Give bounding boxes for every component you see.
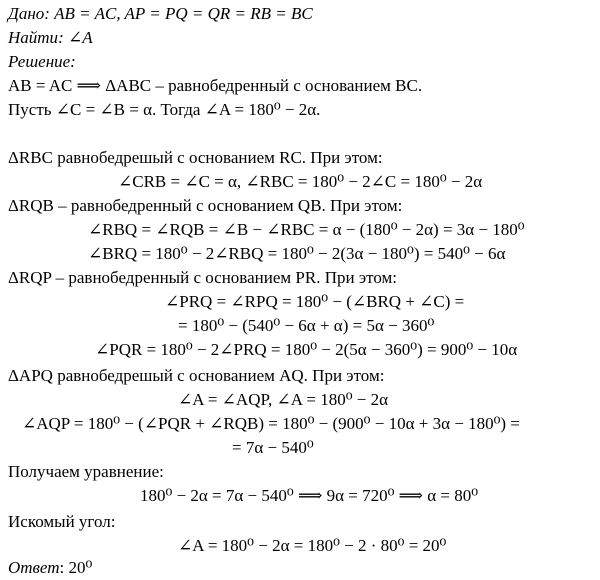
given-line — [8, 4, 313, 24]
line-rqb-heading: ΔRQB – равнобедренный с основанием QB. При этом: — [8, 196, 403, 215]
given-text: : AB = AC, AP = PQ = QR = RB = BC — [44, 4, 313, 23]
find-label: Найти — [8, 28, 59, 47]
answer-text: : 20⁰ — [59, 558, 93, 577]
line-apq-angles-2: ∠AQP = 180⁰ − (∠PQR + ∠RQB) = 180⁰ − (900⁰ − 10α + 3α − 180⁰) = — [22, 414, 520, 433]
line-apq-heading: ΔAPQ равнобедрешый с основанием AQ. При этом: — [8, 366, 385, 385]
line-equation: 180⁰ − 2α = 7α − 540⁰ ⟹ 9α = 720⁰ ⟹ α = 80⁰ — [140, 486, 479, 505]
line-rbc-angles: ∠CRB = ∠C = α, ∠RBC = 180⁰ − 2∠C = 180⁰ − 2α — [118, 172, 483, 191]
line-rqp-angles-1: ∠PRQ = ∠RPQ = 180⁰ − (∠BRQ + ∠C) = — [165, 292, 465, 311]
line-rbc-heading: ΔRBC равнобедрешый с основанием RC. При этом: — [8, 148, 383, 167]
line-equation-heading: Получаем уравнение: — [8, 462, 164, 481]
line-rqb-angles-2: ∠BRQ = 180⁰ − 2∠RBQ = 180⁰ − 2(3α − 180⁰) = 540⁰ − 6α — [88, 244, 506, 263]
line-result: ∠A = 180⁰ − 2α = 180⁰ − 2 · 80⁰ = 20⁰ — [178, 536, 447, 555]
line-rqb-angles-1: ∠RBQ = ∠RQB = ∠B − ∠RBC = α − (180⁰ − 2α) = 3α − 180⁰ — [88, 220, 525, 239]
line-apq-angles-1: ∠A = ∠AQP, ∠A = 180⁰ − 2α — [178, 390, 389, 409]
given-label: Дано — [8, 4, 45, 23]
find-text: : ∠A — [58, 28, 93, 47]
answer-line — [8, 558, 92, 578]
line-rqp-heading: ΔRQP – равнобедренный с основанием PR. При этом: — [8, 268, 397, 287]
line-rqp-angles-2: = 180⁰ − (540⁰ − 6α + α) = 5α − 360⁰ — [178, 316, 435, 335]
answer-label: Ответ — [8, 558, 60, 577]
line-rqp-angles-3: ∠PQR = 180⁰ − 2∠PRQ = 180⁰ − 2(5α − 360⁰) = 900⁰ − 10α — [95, 340, 518, 359]
solution-label: Решение: — [8, 52, 76, 71]
line-result-heading: Искомый угол: — [8, 512, 116, 531]
find-line — [8, 28, 93, 48]
line-let-angles: Пусть ∠C = ∠B = α. Тогда ∠A = 180⁰ − 2α. — [8, 100, 321, 119]
line-equal-sides: AB = AC ⟹ ΔABC – равнобедренный с основанием BC. — [8, 76, 423, 95]
line-apq-angles-3: = 7α − 540⁰ — [232, 438, 314, 457]
